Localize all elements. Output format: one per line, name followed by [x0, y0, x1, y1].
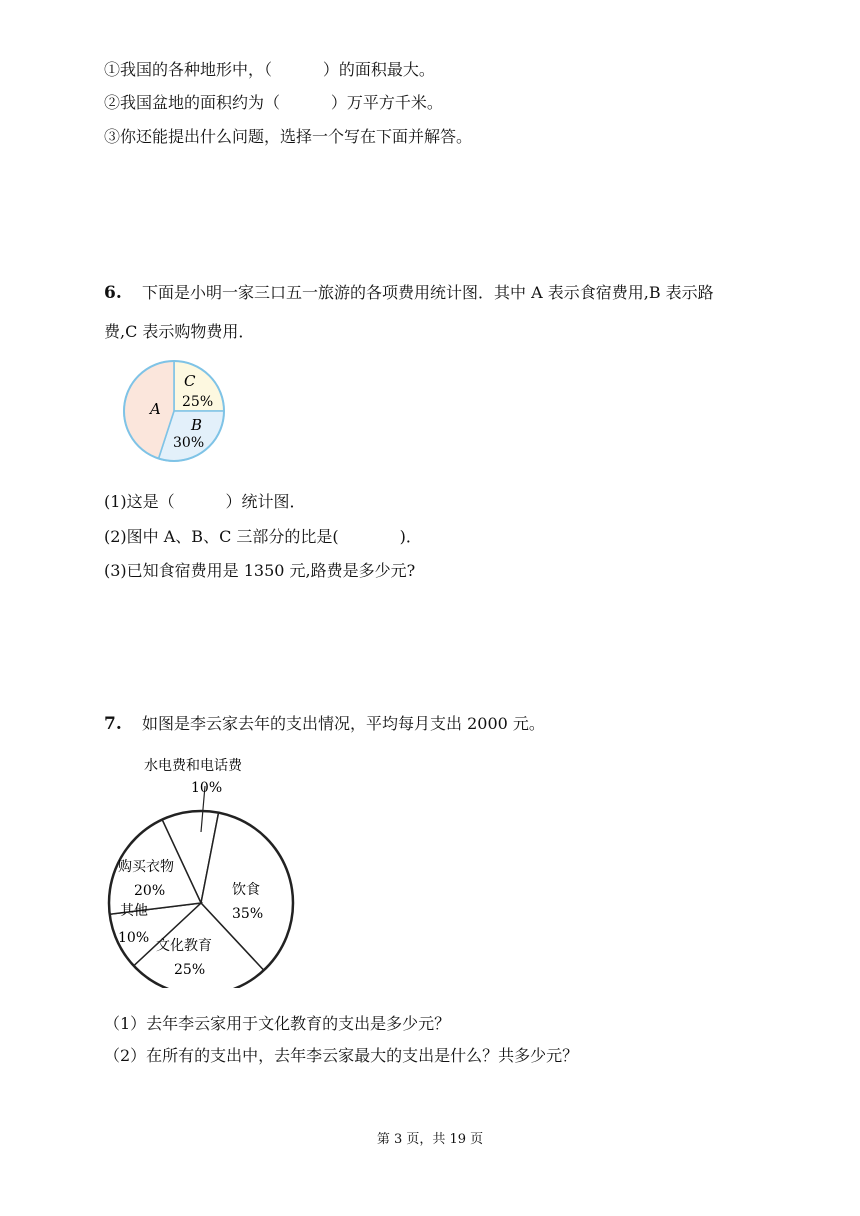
expense-pie-chart [104, 748, 304, 988]
question-7-stem [104, 714, 545, 734]
travel-cost-pie-chart [120, 358, 232, 464]
question-5-part-3: ③你还能提出什么问题，选择一个写在下面并解答。 [104, 127, 473, 146]
pie7-percent-utilities: 10% [191, 780, 223, 796]
pie7-label-food: 饮食 [232, 882, 260, 898]
question-7-stem-text: 如图是李云家去年的支出情况，平均每月支出 2000 元。 [142, 714, 545, 733]
question-7-sub1: （1）去年李云家用于文化教育的支出是多少元？ [104, 1014, 451, 1033]
question-5-part-2: ②我国盆地的面积约为（ ）万平方千米。 [104, 93, 443, 112]
pie7-label-education: 文化教育 [156, 938, 212, 954]
pie7-label-utilities: 水电费和电话费 [144, 758, 242, 774]
pie6-percent-B: 30% [173, 435, 205, 451]
pie6-label-A: A [150, 400, 161, 418]
pie7-percent-other: 10% [118, 930, 150, 946]
pie7-percent-education: 25% [174, 962, 206, 978]
question-6-stem [104, 283, 714, 303]
question-6-stem-line1: 下面是小明一家三口五一旅游的各项费用统计图．其中 A 表示食宿费用,B 表示路 [142, 283, 714, 302]
pie6-label-C: C [184, 372, 196, 390]
question-7-sub2: （2）在所有的支出中，去年李云家最大的支出是什么？共多少元？ [104, 1046, 579, 1065]
pie7-percent-clothes: 20% [134, 883, 166, 899]
question-5-part-1: ①我国的各种地形中，（ ）的面积最大。 [104, 60, 435, 79]
question-6-sub1: (1)这是（ ）统计图． [104, 492, 306, 511]
question-6-sub2: (2)图中 A、B、C 三部分的比是( )． [104, 527, 422, 546]
question-6-number: 6. [104, 283, 122, 303]
pie6-label-B: B [191, 416, 203, 434]
pie7-percent-food: 35% [232, 906, 264, 922]
pie7-label-other: 其他 [120, 903, 148, 919]
question-7-number: 7. [104, 714, 122, 734]
question-6-sub3: (3)已知食宿费用是 1350 元,路费是多少元? [104, 561, 416, 580]
page-footer: 第 3 页，共 19 页 [376, 1132, 484, 1147]
pie7-label-clothes: 购买衣物 [118, 859, 174, 875]
pie6-percent-C: 25% [182, 394, 214, 410]
question-6-stem-line2: 费,C 表示购物费用． [104, 322, 255, 341]
